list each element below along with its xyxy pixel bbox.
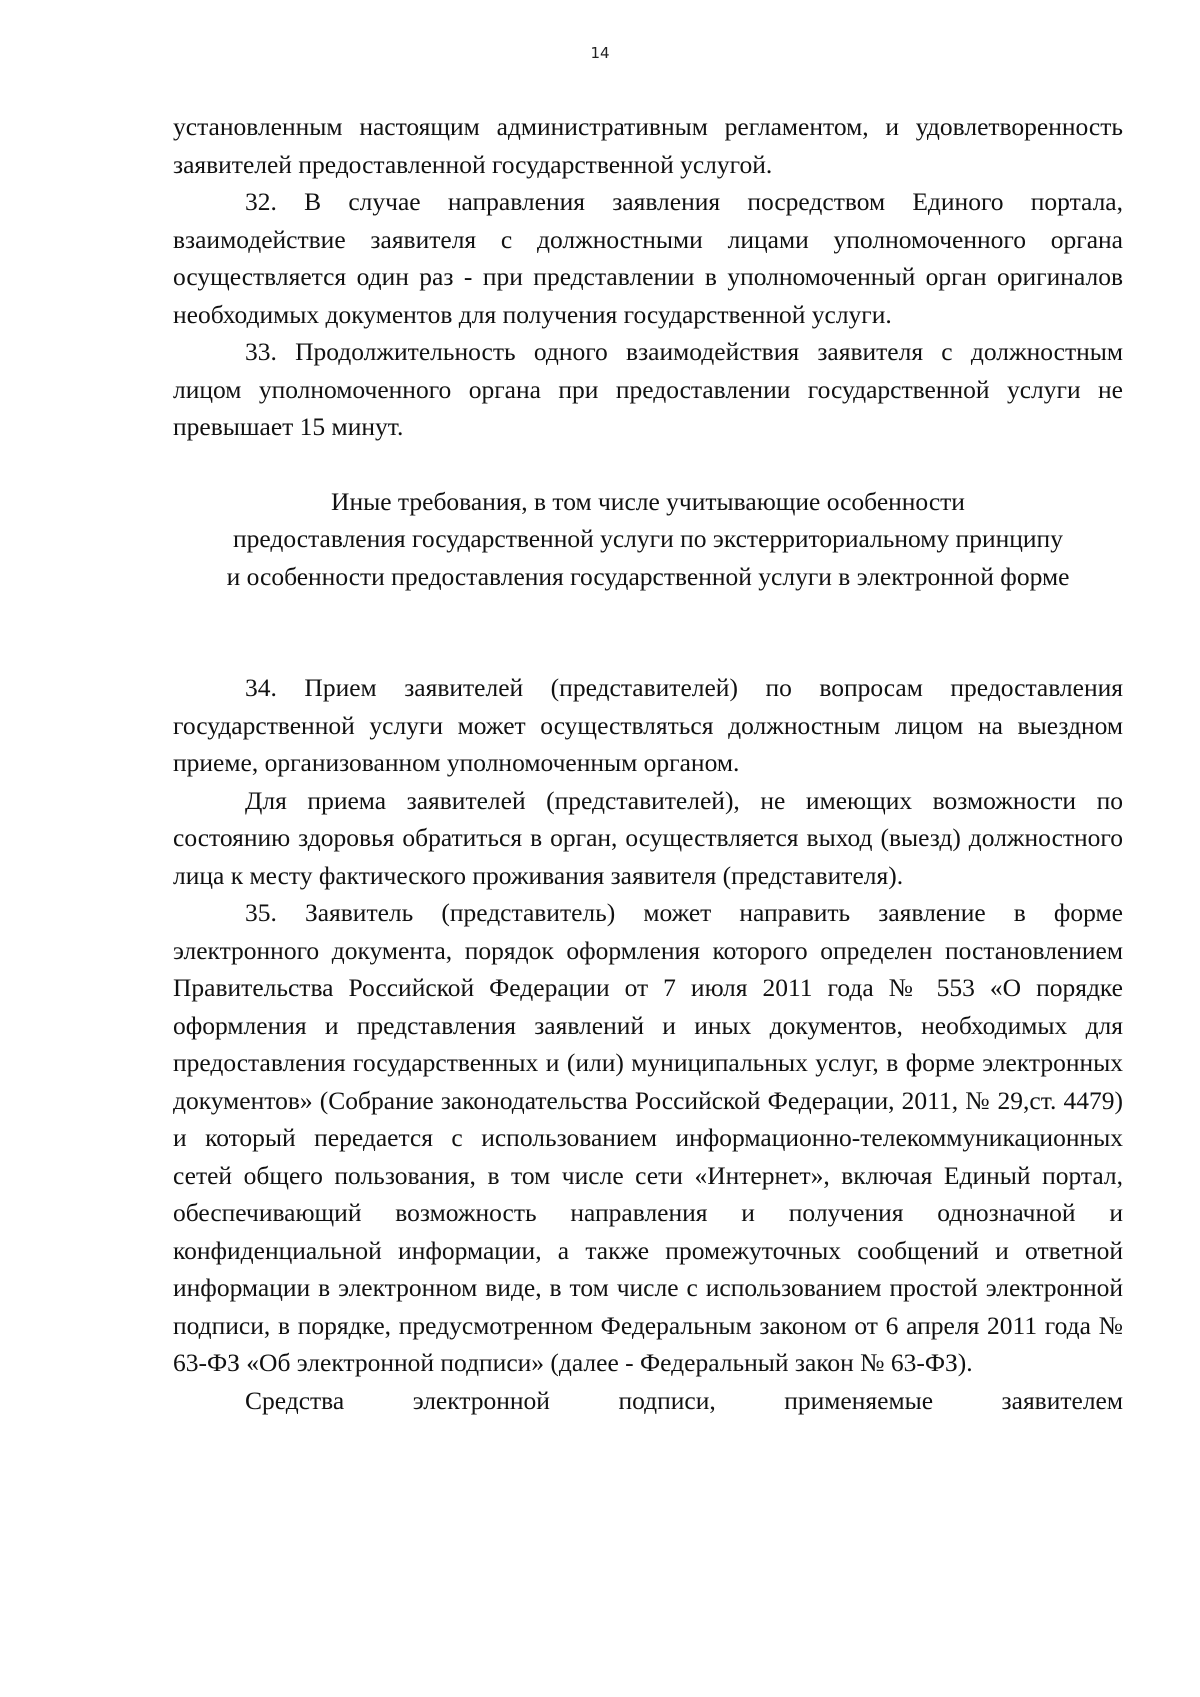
paragraph-34: 34. Прием заявителей (представителей) по вопросам предоставления государственной услуги может осуществляться должностным лицом на выездном приеме, организованном уполномоченным органом. [173,673,1123,777]
paragraph-34-continued: Для приема заявителей (представителей), не имеющих возможности по состоянию здоровья обратиться в орган, осуществляется выход (выезд) должностного лица к месту фактического проживания заявителя (представителя). [173,785,1123,890]
paragraph-33: 33. Продолжительность одного взаимодействия заявителя с должностным лицом уполномоченного органа при предоставлении государственной услуги не превышает 15 минут. [173,337,1123,441]
paragraph-continuation: установленным настоящим административным регламентом, и удовлетворенность заявителей предоставленной государственной услугой. [173,112,1123,179]
section-heading [173,483,1123,596]
document-body [173,108,1123,1419]
section-heading-line-2: предоставления государственной услуги по экстерриториальному принципу [233,524,1063,553]
paragraph-32: 32. В случае направления заявления посредством Единого портала, взаимодействие заявителя с должностными лицами уполномоченного органа осуществляется один раз - при представлении в уполномоченный орган оригиналов необходимых документов для получения государственной услуги. [173,187,1123,329]
paragraph-35: 35. Заявитель (представитель) может направить заявление в форме электронного документа, порядок оформления которого определен постановлением Правительства Российской Федерации от 7 июля 2011 года № 553 «О порядке оформления и представления заявлений и иных документов, необходимых для предоставления государственных и (или) муниципальных услуг, в форме электронных документов» (Собрание законодательства Российской Федерации, 2011, № 29,ст. 4479) и который передается с использованием информационно-телекоммуникационных сетей общего пользования, в том числе сети «Интернет», включая Единый портал, обеспечивающий возможность направления и получения однозначной и конфиденциальной информации, а также промежуточных сообщений и ответной информации в электронном виде, в том числе с использованием простой электронной подписи, в порядке, предусмотренном Федеральным законом от 6 апреля 2011 года № 63-ФЗ «Об электронной подписи» (далее - Федеральный закон № 63-ФЗ). [173,898,1123,1377]
paragraph-last-line: Средства электронной подписи, применяемые заявителем [245,1385,1123,1415]
section-heading-line-3: и особенности предоставления государственной услуги в электронной форме [226,561,1070,591]
section-heading-line-1: Иные требования, в том числе учитывающие особенности [331,486,965,516]
page-number: 14 [590,44,610,62]
